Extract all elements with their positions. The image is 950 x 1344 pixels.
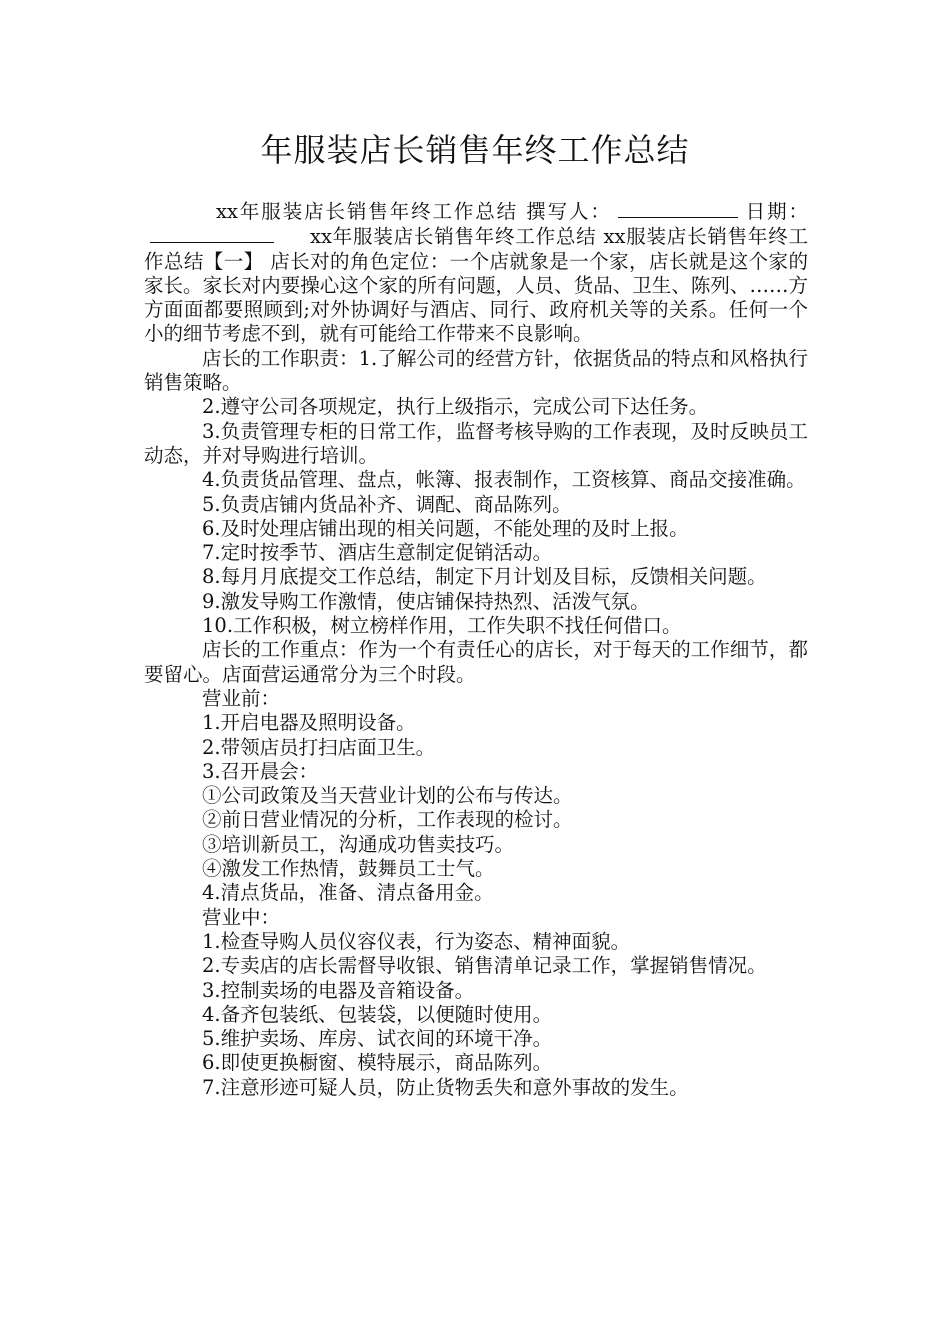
paragraph: 2.专卖店的店长需督导收银、销售清单记录工作，掌握销售情况。	[202, 954, 767, 978]
paragraph: 4.清点货品，准备、清点备用金。	[202, 881, 494, 905]
paragraph: ④激发工作热情，鼓舞员工士气。	[202, 857, 495, 881]
intro-body-text: xx年服装店长销售年终工作总结 xx服装店长销售年终工作总结【一】 店长对的角色定位：一个店就象是一个家，店长就是这个家的家长。家长对内要操心这个家的所有问题，人员、货品、卫生、陈列、……方方面面都要照顾到;对外协调好与酒店、同行、政府机关等的关系。任何一个小的细节考虑不到，就有可能给工作带来不良影响。	[144, 225, 808, 346]
paragraph: 6.及时处理店铺出现的相关问题，不能处理的及时上报。	[202, 516, 689, 540]
paragraph: 7.定时按季节、酒店生意制定促销活动。	[202, 541, 553, 565]
intro-author-label: xx年服装店长销售年终工作总结 撰写人：	[216, 200, 612, 223]
paragraph: 店长的工作职责：1.了解公司的经营方针，依据货品的特点和风格执行销售策略。	[144, 346, 808, 395]
document-title: 年服装店长销售年终工作总结	[260, 131, 690, 169]
paragraph: 4.备齐包装纸、包装袋，以便随时使用。	[202, 1002, 553, 1026]
paragraph: 7.注意形迹可疑人员，防止货物丢失和意外事故的发生。	[202, 1075, 689, 1099]
paragraph: 1.开启电器及照明设备。	[202, 711, 416, 735]
author-blank-line	[618, 199, 738, 218]
paragraph: 9.激发导购工作激情，使店铺保持热烈、活泼气氛。	[202, 589, 650, 613]
paragraph: 6.即使更换橱窗、模特展示，商品陈列。	[202, 1051, 553, 1075]
paragraph: 2.带领店员打扫店面卫生。	[202, 735, 436, 759]
paragraph: 10.工作积极，树立榜样作用，工作失职不找任何借口。	[202, 614, 682, 638]
intro-date-label: 日期：	[743, 200, 808, 223]
paragraph: 3.控制卖场的电器及音箱设备。	[202, 978, 475, 1002]
paragraph: 3.负责管理专柜的日常工作，监督考核导购的工作表现，及时反映员工动态，并对导购进行培训。	[144, 419, 808, 467]
paragraph: 5.维护卖场、库房、试衣间的环境干净。	[202, 1027, 553, 1051]
paragraph: 4.负责货品管理、盘点，帐簿、报表制作，工资核算、商品交接准确。	[202, 468, 806, 492]
paragraph: ①公司政策及当天营业计划的公布与传达。	[202, 784, 573, 808]
paragraph: 5.负责店铺内货品补齐、调配、商品陈列。	[202, 492, 572, 516]
intro-paragraph	[144, 199, 808, 347]
paragraph: 店长的工作重点：作为一个有责任心的店长，对于每天的工作细节，都要留心。店面营运通常分为三个时段。	[144, 638, 808, 686]
paragraph: 1.检查导购人员仪容仪表，行为姿态、精神面貌。	[202, 929, 631, 953]
paragraph: 2.遵守公司各项规定，执行上级指示，完成公司下达任务。	[202, 395, 709, 419]
paragraph: ②前日营业情况的分析，工作表现的检讨。	[202, 808, 573, 832]
paragraph: ③培训新员工，沟通成功售卖技巧。	[202, 832, 515, 856]
document-body	[144, 199, 808, 1100]
section-heading: 营业中：	[202, 905, 281, 929]
date-blank-line	[150, 224, 274, 243]
paragraph: 8.每月月底提交工作总结，制定下月计划及目标，反馈相关问题。	[202, 565, 767, 589]
paragraph: 3.召开晨会：	[202, 759, 319, 783]
section-heading: 营业前：	[202, 686, 281, 710]
